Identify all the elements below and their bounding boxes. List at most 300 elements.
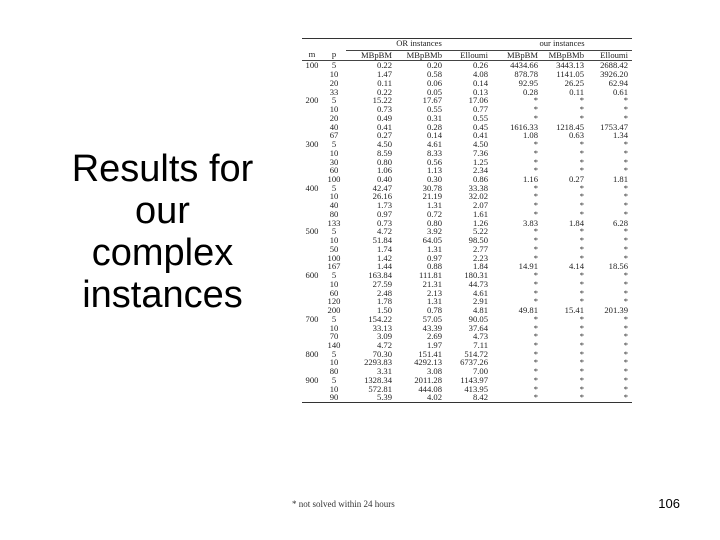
table-row bbox=[302, 358, 632, 367]
table-row bbox=[302, 254, 632, 263]
cell-m bbox=[302, 123, 322, 132]
cell-m bbox=[302, 131, 322, 140]
cell-m: 100 bbox=[305, 60, 319, 71]
cell-m bbox=[302, 289, 322, 298]
table-row bbox=[302, 88, 632, 97]
results-table bbox=[302, 38, 632, 403]
cell-our-mbpbmb: 1.84 bbox=[568, 218, 584, 228]
cell-our-mbpbm: * bbox=[533, 192, 538, 202]
cell-m bbox=[302, 280, 322, 289]
cell-our-mbpbmb: * bbox=[579, 148, 584, 158]
cell-our-mbpbm: * bbox=[533, 148, 538, 158]
cell-or-mbpbmb: 0.97 bbox=[426, 253, 442, 263]
cell-our-mbpbm: * bbox=[533, 157, 538, 167]
cell-or-elloumi: 7.36 bbox=[472, 148, 488, 158]
cell-or-elloumi: 0.26 bbox=[472, 60, 488, 71]
cell-or-mbpbmb: 3.08 bbox=[426, 367, 442, 376]
table-row bbox=[302, 289, 632, 298]
cell-or-mbpbm: 4.50 bbox=[376, 140, 392, 149]
title-line-2: our bbox=[135, 190, 190, 232]
cell-our-elloumi: * bbox=[623, 166, 628, 176]
cell-or-mbpbmb: 1.97 bbox=[426, 340, 442, 350]
cell-our-elloumi: 3926.20 bbox=[600, 70, 628, 79]
cell-our-mbpbmb: * bbox=[542, 393, 588, 402]
cell-or-elloumi: 413.95 bbox=[464, 384, 488, 394]
cell-p: 67 bbox=[329, 131, 339, 141]
cell-our-mbpbmb: * bbox=[579, 367, 584, 376]
table-row bbox=[302, 341, 632, 350]
table-row bbox=[302, 123, 632, 132]
cell-our-mbpbmb: * bbox=[579, 271, 584, 280]
table-row bbox=[302, 262, 632, 271]
cell-or-mbpbmb: 17.67 bbox=[422, 96, 442, 106]
cell-or-mbpbm: 5.39 bbox=[346, 393, 396, 402]
cell-or-elloumi: 1.84 bbox=[472, 262, 488, 272]
cell-our-mbpbmb: * bbox=[579, 340, 584, 350]
cell-our-elloumi: * bbox=[623, 236, 628, 245]
cell-p: 5 bbox=[331, 140, 337, 149]
cell-our-mbpbm: * bbox=[533, 332, 538, 341]
cell-p: 120 bbox=[327, 297, 341, 307]
cell-our-mbpbm: 4434.66 bbox=[510, 60, 538, 71]
cell-our-mbpbm: * bbox=[533, 314, 538, 324]
cell-our-elloumi: * bbox=[623, 375, 628, 385]
cell-or-mbpbm: 1.73 bbox=[376, 201, 392, 210]
column-header-m: m bbox=[302, 50, 322, 61]
cell-our-mbpbm: 14.91 bbox=[518, 262, 538, 272]
cell-or-elloumi: 17.06 bbox=[468, 96, 488, 106]
cell-our-mbpbm: * bbox=[533, 375, 538, 385]
cell-our-mbpbm: 49.81 bbox=[518, 306, 538, 315]
cell-or-mbpbm: 8.59 bbox=[376, 148, 392, 158]
cell-p: 100 bbox=[327, 175, 341, 184]
cell-our-elloumi: * bbox=[623, 384, 628, 394]
cell-or-elloumi: 0.14 bbox=[472, 78, 488, 88]
title-line-1: Results for bbox=[71, 148, 254, 190]
table-row bbox=[302, 385, 632, 394]
cell-or-mbpbm: 33.13 bbox=[372, 323, 392, 333]
cell-or-mbpbm: 4.72 bbox=[376, 227, 392, 237]
cell-or-mbpbm: 163.84 bbox=[368, 271, 392, 280]
cell-or-mbpbmb: 30.78 bbox=[422, 183, 442, 193]
cell-our-elloumi: * bbox=[623, 288, 628, 298]
cell-our-mbpbmb: * bbox=[579, 279, 584, 289]
cell-p: 60 bbox=[329, 166, 339, 176]
cell-p: 200 bbox=[327, 306, 341, 315]
table-row bbox=[302, 70, 632, 79]
cell-or-mbpbmb: 57.05 bbox=[422, 314, 442, 324]
cell-or-mbpbmb: 444.08 bbox=[418, 384, 442, 394]
cell-or-mbpbmb: 0.78 bbox=[426, 306, 442, 315]
cell-our-mbpbm: * bbox=[533, 113, 538, 123]
cell-or-mbpbmb: 2.13 bbox=[426, 288, 442, 298]
table-row bbox=[302, 324, 632, 333]
cell-or-mbpbm: 26.16 bbox=[372, 192, 392, 202]
title-line-4: instances bbox=[82, 274, 243, 316]
table-row bbox=[302, 297, 632, 306]
cell-or-mbpbmb: 4.02 bbox=[396, 393, 446, 402]
cell-our-mbpbm: * bbox=[533, 340, 538, 350]
cell-our-elloumi: * bbox=[623, 358, 628, 368]
cell-our-mbpbm: 0.28 bbox=[522, 87, 538, 97]
cell-p: 70 bbox=[329, 332, 339, 341]
cell-our-elloumi: 6.28 bbox=[612, 218, 628, 228]
cell-or-mbpbm: 0.11 bbox=[377, 78, 392, 88]
cell-or-elloumi: 2.91 bbox=[472, 297, 488, 307]
cell-our-elloumi: * bbox=[623, 332, 628, 341]
cell-our-mbpbm: * bbox=[533, 297, 538, 307]
cell-our-mbpbm: 3.83 bbox=[522, 218, 538, 228]
cell-or-elloumi: 4.08 bbox=[472, 70, 488, 79]
cell-our-mbpbmb: * bbox=[579, 105, 584, 114]
cell-our-elloumi: * bbox=[588, 393, 632, 402]
cell-our-elloumi: * bbox=[623, 148, 628, 158]
cell-or-elloumi: 4.50 bbox=[472, 140, 488, 149]
table-row bbox=[302, 140, 632, 149]
table-row bbox=[302, 192, 632, 201]
cell-our-mbpbmb: * bbox=[579, 384, 584, 394]
cell-our-mbpbm: * bbox=[533, 384, 538, 394]
cell-or-mbpbm: 0.22 bbox=[376, 87, 392, 97]
cell-p: 90 bbox=[322, 393, 346, 402]
column-header-our-mbpbmb: MBpBMb bbox=[542, 50, 588, 61]
cell-p: 10 bbox=[329, 148, 339, 158]
cell-m bbox=[302, 70, 322, 79]
cell-or-elloumi: 0.55 bbox=[472, 113, 488, 123]
cell-our-elloumi: 1.81 bbox=[612, 175, 628, 184]
cell-or-mbpbmb: 1.31 bbox=[426, 201, 442, 210]
cell-m bbox=[302, 297, 322, 306]
cell-or-mbpbmb: 1.31 bbox=[426, 244, 442, 254]
cell-our-mbpbmb: * bbox=[579, 113, 584, 123]
table-row bbox=[302, 61, 632, 70]
cell-or-elloumi: 1.25 bbox=[472, 157, 488, 167]
cell-m bbox=[302, 324, 322, 333]
cell-our-mbpbm: * bbox=[533, 271, 538, 280]
cell-our-mbpbmb: * bbox=[579, 332, 584, 341]
cell-m: 200 bbox=[305, 96, 319, 106]
cell-or-mbpbm: 0.40 bbox=[376, 175, 392, 184]
cell-m bbox=[302, 105, 322, 114]
cell-or-mbpbmb: 0.14 bbox=[426, 131, 442, 141]
cell-our-mbpbmb: 15.41 bbox=[564, 306, 584, 315]
cell-our-mbpbmb: 0.11 bbox=[569, 87, 584, 97]
cell-m: 300 bbox=[305, 140, 319, 149]
cell-or-elloumi: 0.86 bbox=[472, 175, 488, 184]
cell-or-elloumi: 2.34 bbox=[472, 166, 488, 176]
page-number: 106 bbox=[658, 496, 680, 511]
cell-m bbox=[302, 385, 322, 394]
cell-or-elloumi: 33.38 bbox=[468, 183, 488, 193]
cell-or-mbpbm: 1.44 bbox=[376, 262, 392, 272]
column-header-row bbox=[302, 50, 632, 61]
cell-our-mbpbmb: * bbox=[579, 349, 584, 359]
cell-our-mbpbm: 1616.33 bbox=[510, 122, 538, 132]
cell-our-elloumi: * bbox=[623, 279, 628, 289]
cell-or-mbpbmb: 0.31 bbox=[426, 113, 442, 123]
table-row bbox=[302, 280, 632, 289]
cell-m bbox=[302, 114, 322, 123]
cell-or-mbpbmb: 8.33 bbox=[426, 148, 442, 158]
cell-or-mbpbmb: 0.05 bbox=[426, 87, 442, 97]
cell-or-mbpbm: 1.50 bbox=[376, 306, 392, 315]
table-row bbox=[302, 79, 632, 88]
cell-our-elloumi: * bbox=[623, 244, 628, 254]
results-table-container bbox=[302, 38, 632, 403]
cell-our-mbpbm: * bbox=[533, 166, 538, 176]
cell-our-elloumi: 0.61 bbox=[612, 87, 628, 97]
cell-our-elloumi: * bbox=[623, 201, 628, 210]
cell-p: 100 bbox=[327, 253, 341, 263]
cell-our-mbpbmb: * bbox=[579, 201, 584, 210]
cell-m bbox=[302, 192, 322, 201]
cell-or-elloumi: 1.26 bbox=[472, 218, 488, 228]
cell-our-elloumi: * bbox=[623, 105, 628, 114]
cell-or-elloumi: 4.61 bbox=[472, 288, 488, 298]
cell-p: 10 bbox=[329, 236, 339, 245]
cell-or-elloumi: 514.72 bbox=[464, 349, 488, 359]
table-row bbox=[302, 149, 632, 158]
table-row bbox=[302, 105, 632, 114]
cell-or-elloumi: 0.77 bbox=[472, 105, 488, 114]
cell-our-elloumi: 1753.47 bbox=[600, 122, 628, 132]
cell-m: 900 bbox=[305, 375, 319, 385]
cell-or-mbpbm: 3.31 bbox=[376, 367, 392, 376]
cell-or-mbpbmb: 151.41 bbox=[418, 349, 442, 359]
cell-or-elloumi: 1.61 bbox=[472, 209, 488, 219]
cell-or-mbpbm: 0.49 bbox=[376, 113, 392, 123]
cell-our-mbpbmb: * bbox=[579, 253, 584, 263]
cell-or-mbpbm: 27.59 bbox=[372, 279, 392, 289]
slide-title bbox=[40, 148, 285, 316]
cell-p: 5 bbox=[331, 271, 337, 280]
cell-or-mbpbm: 1328.34 bbox=[364, 375, 392, 385]
cell-our-mbpbm: * bbox=[533, 96, 538, 106]
cell-or-elloumi: 90.05 bbox=[468, 314, 488, 324]
cell-or-elloumi: 0.13 bbox=[472, 87, 488, 97]
cell-or-mbpbmb: 0.56 bbox=[426, 157, 442, 167]
cell-or-mbpbmb: 0.80 bbox=[426, 218, 442, 228]
cell-our-mbpbm: * bbox=[533, 279, 538, 289]
cell-our-mbpbm: 878.78 bbox=[514, 70, 538, 79]
cell-our-elloumi: * bbox=[623, 113, 628, 123]
cell-or-elloumi: 7.11 bbox=[473, 340, 488, 350]
table-row bbox=[302, 201, 632, 210]
cell-our-elloumi: * bbox=[623, 297, 628, 307]
group-header-our-instances: our instances bbox=[539, 39, 585, 48]
cell-p: 80 bbox=[329, 209, 339, 219]
cell-or-mbpbmb: 64.05 bbox=[422, 236, 442, 245]
cell-our-mbpbm: * bbox=[533, 140, 538, 149]
cell-m bbox=[302, 393, 322, 402]
cell-or-elloumi: 5.22 bbox=[472, 227, 488, 237]
column-header-p: p bbox=[322, 50, 346, 61]
cell-our-mbpbmb: 0.63 bbox=[568, 131, 584, 141]
group-header-or-instances: OR instances bbox=[396, 39, 442, 48]
cell-p: 5 bbox=[331, 183, 337, 193]
cell-or-mbpbm: 0.22 bbox=[376, 60, 392, 71]
cell-our-mbpbmb: 0.27 bbox=[568, 175, 584, 184]
cell-or-mbpbm: 154.22 bbox=[368, 314, 392, 324]
cell-p: 167 bbox=[327, 262, 341, 272]
cell-our-mbpbmb: * bbox=[579, 244, 584, 254]
cell-our-mbpbmb: 4.14 bbox=[568, 262, 584, 272]
cell-p: 10 bbox=[329, 384, 339, 394]
cell-or-elloumi: 44.73 bbox=[468, 279, 488, 289]
cell-our-mbpbm: * bbox=[533, 227, 538, 237]
table-row bbox=[302, 271, 632, 280]
cell-our-mbpbm: 92.95 bbox=[518, 78, 538, 88]
cell-or-elloumi: 8.42 bbox=[446, 393, 492, 402]
cell-or-mbpbmb: 4.61 bbox=[426, 140, 442, 149]
cell-or-mbpbm: 3.09 bbox=[376, 332, 392, 341]
cell-p: 133 bbox=[327, 218, 341, 228]
cell-m bbox=[302, 358, 322, 367]
cell-or-elloumi: 2.77 bbox=[472, 244, 488, 254]
cell-our-elloumi: * bbox=[623, 183, 628, 193]
cell-p: 10 bbox=[329, 358, 339, 368]
cell-our-mbpbm: * bbox=[533, 367, 538, 376]
cell-our-mbpbmb: 1141.05 bbox=[556, 70, 584, 79]
cell-or-elloumi: 2.23 bbox=[472, 253, 488, 263]
cell-m bbox=[302, 149, 322, 158]
cell-our-elloumi: 201.39 bbox=[604, 306, 628, 315]
cell-our-mbpbm: * bbox=[533, 201, 538, 210]
cell-or-mbpbmb: 0.72 bbox=[426, 209, 442, 219]
cell-or-mbpbmb: 111.81 bbox=[419, 271, 442, 280]
table-row bbox=[302, 315, 632, 324]
cell-or-mbpbm: 0.41 bbox=[376, 122, 392, 132]
cell-or-mbpbmb: 1.13 bbox=[426, 166, 442, 176]
cell-our-elloumi: * bbox=[623, 340, 628, 350]
cell-our-mbpbm: * bbox=[533, 244, 538, 254]
cell-p: 5 bbox=[331, 314, 337, 324]
table-row bbox=[302, 350, 632, 359]
cell-p: 60 bbox=[329, 288, 339, 298]
cell-our-mbpbm: * bbox=[492, 393, 542, 402]
cell-or-mbpbm: 4.72 bbox=[376, 340, 392, 350]
cell-m bbox=[302, 367, 322, 376]
table-row bbox=[302, 367, 632, 376]
cell-or-mbpbmb: 4292.13 bbox=[414, 358, 442, 368]
cell-or-mbpbmb: 0.06 bbox=[426, 78, 442, 88]
table-row bbox=[302, 210, 632, 219]
cell-our-mbpbm: * bbox=[533, 183, 538, 193]
table-body bbox=[302, 61, 632, 403]
cell-or-elloumi: 37.64 bbox=[468, 323, 488, 333]
column-header-our-elloumi: Elloumi bbox=[588, 50, 632, 61]
cell-or-mbpbmb: 0.28 bbox=[426, 122, 442, 132]
cell-m bbox=[302, 79, 322, 88]
cell-our-elloumi: * bbox=[623, 140, 628, 149]
cell-or-mbpbmb: 0.55 bbox=[426, 105, 442, 114]
table-row bbox=[302, 332, 632, 341]
cell-our-elloumi: * bbox=[623, 209, 628, 219]
cell-or-mbpbm: 2.48 bbox=[376, 288, 392, 298]
cell-or-elloumi: 98.50 bbox=[468, 236, 488, 245]
cell-m bbox=[302, 158, 322, 167]
cell-or-mbpbmb: 43.39 bbox=[422, 323, 442, 333]
cell-our-mbpbmb: * bbox=[579, 183, 584, 193]
table-row bbox=[302, 175, 632, 184]
cell-our-mbpbmb: * bbox=[579, 288, 584, 298]
cell-or-mbpbmb: 2011.28 bbox=[414, 375, 442, 385]
cell-our-elloumi: 62.94 bbox=[608, 78, 628, 88]
table-row bbox=[302, 227, 632, 236]
cell-or-elloumi: 7.00 bbox=[472, 367, 488, 376]
cell-our-elloumi: * bbox=[623, 192, 628, 202]
cell-our-elloumi: * bbox=[623, 96, 628, 106]
table-row bbox=[302, 114, 632, 123]
cell-or-mbpbmb: 0.88 bbox=[426, 262, 442, 272]
cell-our-elloumi: * bbox=[623, 253, 628, 263]
cell-or-mbpbm: 0.73 bbox=[376, 218, 392, 228]
table-row bbox=[302, 166, 632, 175]
cell-our-elloumi: * bbox=[623, 227, 628, 237]
cell-or-mbpbmb: 0.58 bbox=[426, 70, 442, 79]
cell-m bbox=[302, 254, 322, 263]
cell-or-mbpbmb: 0.20 bbox=[426, 60, 442, 71]
cell-our-elloumi: 1.34 bbox=[612, 131, 628, 141]
cell-our-elloumi: 18.56 bbox=[608, 262, 628, 272]
cell-or-mbpbm: 0.27 bbox=[376, 131, 392, 141]
cell-or-mbpbm: 1.78 bbox=[376, 297, 392, 307]
cell-or-mbpbm: 1.74 bbox=[376, 244, 392, 254]
cell-p: 10 bbox=[329, 70, 339, 79]
table-row bbox=[302, 158, 632, 167]
cell-or-mbpbmb: 21.19 bbox=[422, 192, 442, 202]
cell-or-elloumi: 4.81 bbox=[472, 306, 488, 315]
cell-or-mbpbm: 15.22 bbox=[372, 96, 392, 106]
cell-m: 700 bbox=[305, 314, 319, 324]
cell-or-elloumi: 32.02 bbox=[468, 192, 488, 202]
cell-p: 10 bbox=[329, 192, 339, 202]
cell-p: 20 bbox=[329, 78, 339, 88]
cell-our-elloumi: * bbox=[623, 157, 628, 167]
cell-p: 80 bbox=[329, 367, 339, 376]
cell-our-mbpbmb: * bbox=[579, 209, 584, 219]
cell-or-mbpbm: 0.97 bbox=[376, 209, 392, 219]
cell-our-elloumi: * bbox=[623, 271, 628, 280]
cell-m bbox=[302, 306, 322, 315]
cell-m bbox=[302, 245, 322, 254]
cell-our-mbpbm: * bbox=[533, 105, 538, 114]
cell-p: 10 bbox=[329, 279, 339, 289]
cell-our-mbpbmb: * bbox=[579, 192, 584, 202]
cell-our-mbpbm: * bbox=[533, 288, 538, 298]
cell-our-mbpbmb: * bbox=[579, 358, 584, 368]
cell-or-elloumi: 0.41 bbox=[472, 131, 488, 141]
cell-our-mbpbm: * bbox=[533, 358, 538, 368]
cell-or-elloumi: 2.07 bbox=[472, 201, 488, 210]
cell-our-mbpbmb: 3443.13 bbox=[556, 60, 584, 71]
table-row bbox=[302, 245, 632, 254]
cell-m bbox=[302, 175, 322, 184]
cell-or-mbpbmb: 21.31 bbox=[422, 279, 442, 289]
cell-our-elloumi: * bbox=[623, 367, 628, 376]
cell-or-mbpbmb: 1.31 bbox=[426, 297, 442, 307]
cell-p: 140 bbox=[327, 340, 341, 350]
cell-p: 40 bbox=[329, 201, 339, 210]
table-header bbox=[302, 39, 632, 61]
table-row bbox=[302, 131, 632, 140]
cell-p: 10 bbox=[329, 323, 339, 333]
cell-m bbox=[302, 236, 322, 245]
cell-our-mbpbmb: * bbox=[579, 157, 584, 167]
cell-our-mbpbmb: * bbox=[579, 314, 584, 324]
cell-our-mbpbm: * bbox=[533, 209, 538, 219]
cell-or-mbpbm: 0.80 bbox=[376, 157, 392, 167]
